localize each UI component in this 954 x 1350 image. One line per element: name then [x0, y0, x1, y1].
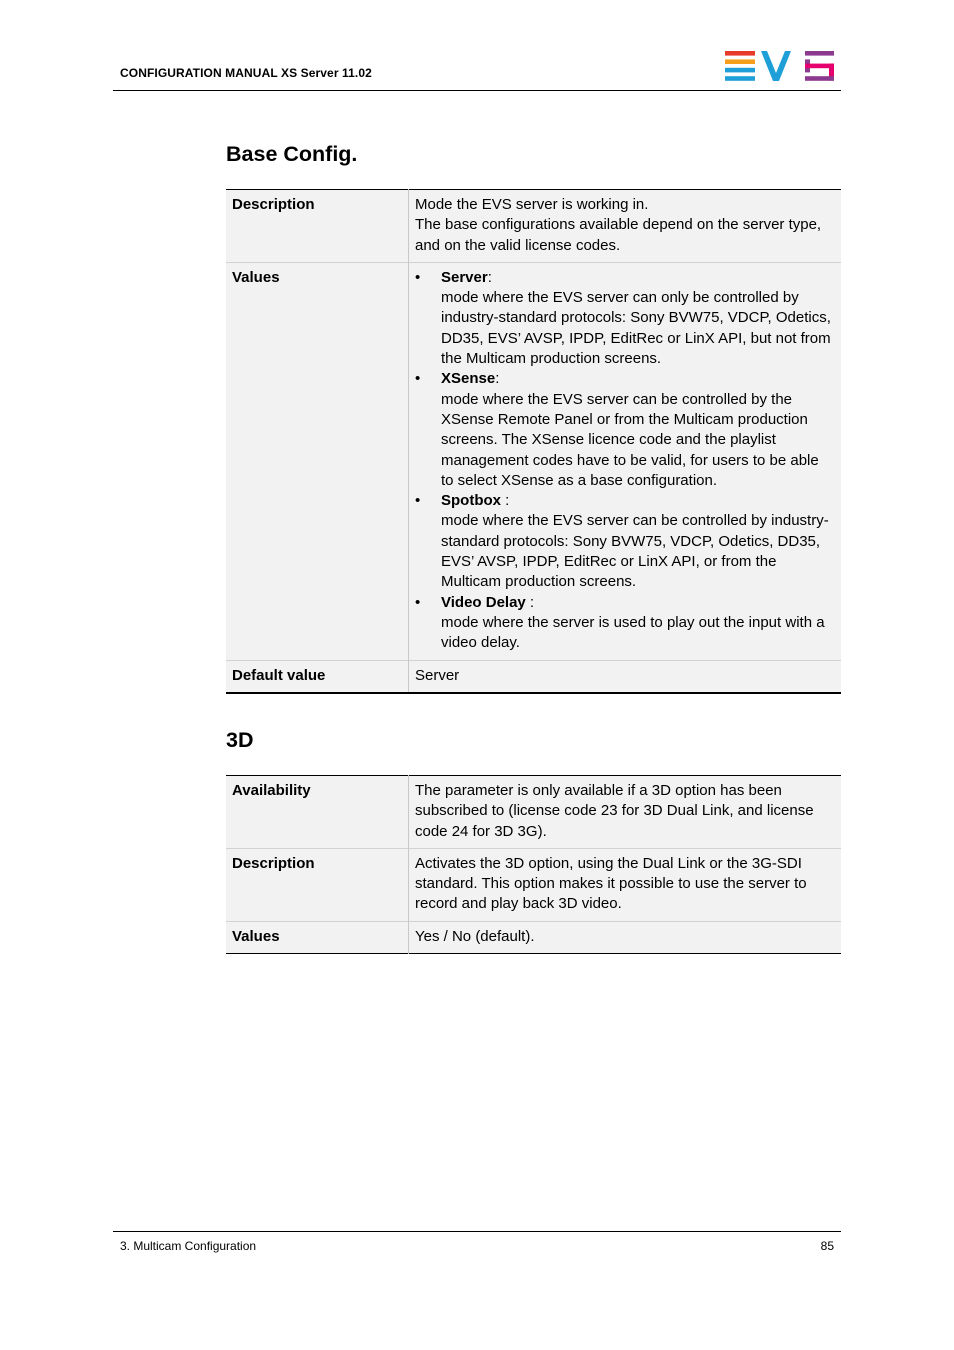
row-key: Values — [226, 262, 409, 660]
section-title-base-config: Base Config. — [226, 142, 358, 166]
value-text: mode where the EVS server can be controlled by the XSense Remote Panel or from the Multicam production screens. The XSense licence code and the playlist management codes have to be valid, for users to be able to select XSense as a base configuration. — [441, 390, 819, 489]
row-value: Yes / No (default). — [409, 921, 842, 953]
evs-logo-icon — [725, 51, 835, 81]
values-list — [415, 268, 835, 654]
header-divider — [113, 90, 841, 91]
table-row — [226, 776, 841, 849]
value-text: mode where the EVS server can be controlled by industry-standard protocols: Sony BVW75, VDCP, Odetics, DD35, EVS’ AVSP, IPDP, EditRec or LinX API, or from the Multicam production screens. — [441, 512, 829, 591]
value-text: mode where the server is used to play out the input with a video delay. — [441, 613, 825, 652]
description-line: The base configurations available depend on the server type, and on the valid license codes. — [415, 216, 822, 254]
term-suffix: : — [487, 268, 492, 286]
row-key: Availability — [226, 776, 409, 849]
bullet-icon: • — [415, 268, 421, 286]
table-row — [226, 921, 841, 953]
table-row — [226, 262, 841, 660]
term-suffix: : — [525, 593, 535, 611]
row-key: Description — [226, 190, 409, 263]
bullet-icon: • — [415, 492, 421, 510]
list-item — [415, 593, 835, 654]
term-suffix: : — [501, 492, 510, 510]
base-config-table — [226, 189, 841, 694]
value-term: XSense — [441, 370, 496, 388]
value-text: mode where the EVS server can only be controlled by industry-standard protocols: Sony BVW75, VDCP, Odetics, DD35, EVS’ AVSP, IPDP, EditRec or LinX API, but not from the Multicam production screens. — [441, 289, 831, 368]
row-value: Activates the 3D option, using the Dual Link or the 3G-SDI standard. This option makes it possible to use the server to record and play back 3D video. — [409, 848, 842, 921]
row-key: Values — [226, 921, 409, 953]
bullet-icon: • — [415, 593, 421, 611]
row-value: The parameter is only available if a 3D option has been subscribed to (license code 23 for 3D Dual Link, and license code 24 for 3D 3G). — [409, 776, 842, 849]
section-title-3d: 3D — [226, 728, 254, 752]
row-value — [409, 190, 842, 263]
term-suffix: : — [495, 370, 500, 388]
value-term: Server — [441, 268, 488, 286]
list-item — [415, 268, 835, 369]
bullet-icon: • — [415, 370, 421, 388]
3d-table — [226, 775, 841, 954]
description-line: Mode the EVS server is working in. — [415, 196, 649, 213]
row-value — [409, 262, 842, 660]
table-row — [226, 190, 841, 263]
list-item — [415, 369, 835, 491]
footer-chapter: 3. Multicam Configuration — [120, 1239, 257, 1253]
table-row — [226, 660, 841, 693]
row-key: Default value — [226, 660, 409, 693]
document-title: CONFIGURATION MANUAL XS Server 11.02 — [120, 66, 372, 80]
page-number: 85 — [820, 1239, 834, 1253]
row-key: Description — [226, 848, 409, 921]
value-term: Spotbox — [441, 492, 501, 510]
value-term: Video Delay — [441, 593, 526, 611]
row-value: Server — [409, 660, 842, 693]
list-item — [415, 491, 835, 592]
footer-divider — [113, 1231, 841, 1232]
table-row — [226, 848, 841, 921]
